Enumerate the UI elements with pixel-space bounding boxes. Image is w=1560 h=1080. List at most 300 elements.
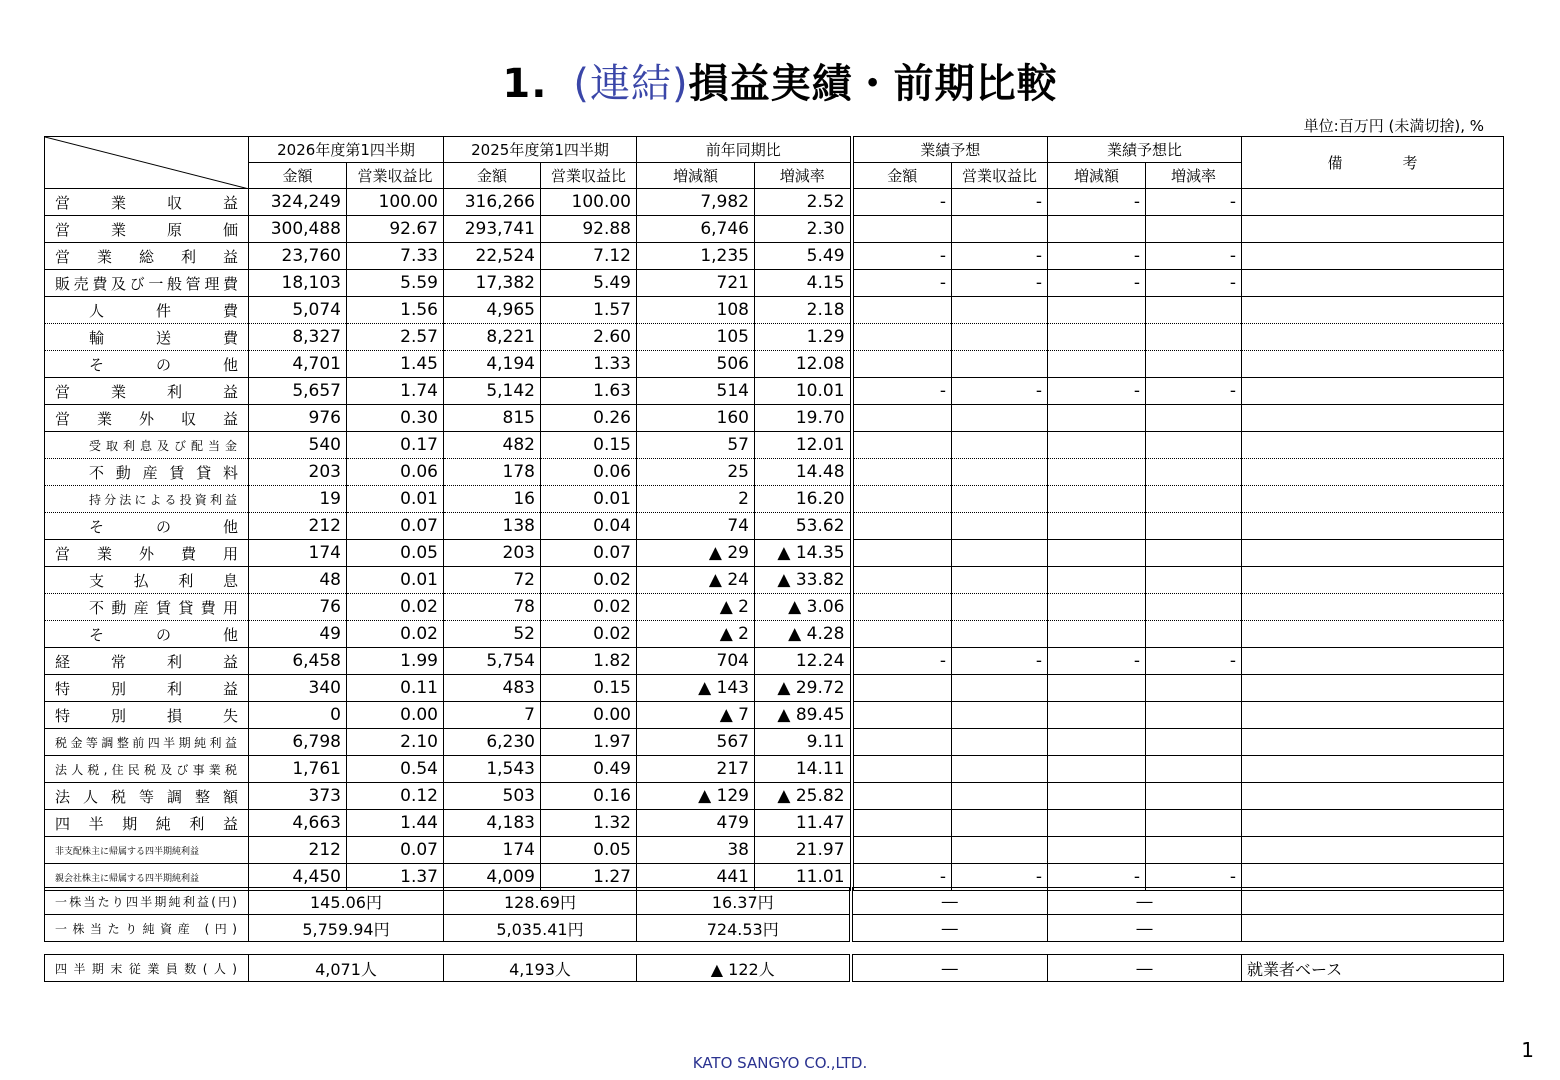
table-row bbox=[45, 540, 1504, 567]
cell-yoy-rate: ▲ 14.35 bbox=[755, 540, 852, 567]
cell-prior-ratio: 1.82 bbox=[541, 648, 637, 675]
cell-forecast: ― bbox=[851, 888, 1048, 915]
table-row bbox=[45, 432, 1504, 459]
row-label: 営業外収益 bbox=[45, 405, 249, 432]
cell-remarks bbox=[1242, 729, 1504, 756]
subheader-ratio: 営業収益比 bbox=[347, 163, 444, 189]
cell-forecast-ratio: - bbox=[952, 648, 1048, 675]
cell-yoy-diff: 441 bbox=[637, 864, 755, 891]
cell-current-amount: 6,798 bbox=[249, 729, 347, 756]
cell-current-amount: 76 bbox=[249, 594, 347, 621]
cell-forecast-rate bbox=[1146, 324, 1242, 351]
cell-yoy-diff: 217 bbox=[637, 756, 755, 783]
table-row bbox=[45, 216, 1504, 243]
subheader-ratio: 営業収益比 bbox=[541, 163, 637, 189]
row-label: 受取利息及び配当金 bbox=[45, 432, 249, 459]
cell-diff: 16.37円 bbox=[637, 888, 851, 915]
cell-forecast-diff bbox=[1048, 459, 1146, 486]
cell-prior-ratio: 0.15 bbox=[541, 432, 637, 459]
cell-current-amount: 4,663 bbox=[249, 810, 347, 837]
row-label: 一株当たり四半期純利益(円) bbox=[45, 888, 249, 915]
cell-current-ratio: 2.57 bbox=[347, 324, 444, 351]
cell-prior-amount: 503 bbox=[444, 783, 541, 810]
cell-forecast-diff bbox=[1048, 702, 1146, 729]
cell-forecast-ratio bbox=[952, 540, 1048, 567]
cell-current-amount: 4,450 bbox=[249, 864, 347, 891]
cell-remarks bbox=[1242, 513, 1504, 540]
cell-forecast-rate bbox=[1146, 459, 1242, 486]
header-remarks: 備 考 bbox=[1242, 137, 1504, 189]
cell-forecast-amount: - bbox=[852, 648, 952, 675]
cell-prior: 4,193人 bbox=[444, 955, 637, 982]
cell-remarks bbox=[1242, 702, 1504, 729]
cell-current-ratio: 1.37 bbox=[347, 864, 444, 891]
row-label: 営業外費用 bbox=[45, 540, 249, 567]
cell-prior-ratio: 0.15 bbox=[541, 675, 637, 702]
cell-forecast-amount: - bbox=[852, 189, 952, 216]
cell-yoy-rate: 2.18 bbox=[755, 297, 852, 324]
cell-forecast-ratio: - bbox=[952, 864, 1048, 891]
cell-current-amount: 212 bbox=[249, 837, 347, 864]
cell-current-ratio: 0.17 bbox=[347, 432, 444, 459]
cell-yoy-diff: 7,982 bbox=[637, 189, 755, 216]
cell-current-ratio: 0.30 bbox=[347, 405, 444, 432]
table-row bbox=[45, 621, 1504, 648]
cell-remarks bbox=[1242, 486, 1504, 513]
cell-forecast-ratio bbox=[952, 621, 1048, 648]
table-row bbox=[45, 513, 1504, 540]
table-row bbox=[45, 189, 1504, 216]
cell-current-ratio: 1.56 bbox=[347, 297, 444, 324]
cell-forecast-ratio bbox=[952, 783, 1048, 810]
table-row bbox=[45, 324, 1504, 351]
cell-forecast-diff: - bbox=[1048, 243, 1146, 270]
cell-diff: ▲ 122人 bbox=[637, 955, 851, 982]
cell-forecast-ratio: - bbox=[952, 243, 1048, 270]
cell-current-amount: 212 bbox=[249, 513, 347, 540]
cell-forecast-compare: ― bbox=[1048, 888, 1242, 915]
cell-prior-ratio: 100.00 bbox=[541, 189, 637, 216]
cell-yoy-rate: ▲ 4.28 bbox=[755, 621, 852, 648]
cell-forecast-diff bbox=[1048, 432, 1146, 459]
cell-forecast-diff bbox=[1048, 540, 1146, 567]
cell-forecast-ratio bbox=[952, 351, 1048, 378]
cell-forecast-rate: - bbox=[1146, 648, 1242, 675]
cell-current-ratio: 0.01 bbox=[347, 567, 444, 594]
cell-current-ratio: 0.02 bbox=[347, 621, 444, 648]
cell-yoy-rate: 5.49 bbox=[755, 243, 852, 270]
cell-prior-amount: 7 bbox=[444, 702, 541, 729]
cell-forecast-rate bbox=[1146, 432, 1242, 459]
cell-prior-ratio: 0.16 bbox=[541, 783, 637, 810]
cell-forecast-rate: - bbox=[1146, 378, 1242, 405]
cell-current-ratio: 0.07 bbox=[347, 513, 444, 540]
cell-forecast-diff bbox=[1048, 810, 1146, 837]
row-label: その他 bbox=[45, 351, 249, 378]
cell-current-ratio: 0.07 bbox=[347, 837, 444, 864]
cell-forecast-diff bbox=[1048, 405, 1146, 432]
table-row bbox=[45, 351, 1504, 378]
cell-prior-amount: 174 bbox=[444, 837, 541, 864]
cell-prior-amount: 815 bbox=[444, 405, 541, 432]
cell-remarks bbox=[1242, 540, 1504, 567]
cell-prior: 128.69円 bbox=[444, 888, 637, 915]
row-label: 一株当たり純資産 (円) bbox=[45, 915, 249, 942]
cell-current-amount: 8,327 bbox=[249, 324, 347, 351]
cell-forecast-rate bbox=[1146, 729, 1242, 756]
cell-forecast-diff bbox=[1048, 567, 1146, 594]
cell-current-amount: 340 bbox=[249, 675, 347, 702]
cell-yoy-rate: 11.01 bbox=[755, 864, 852, 891]
row-label: 法人税等調整額 bbox=[45, 783, 249, 810]
cell-forecast: ― bbox=[851, 955, 1048, 982]
cell-yoy-rate: 14.48 bbox=[755, 459, 852, 486]
title-consolidated: (連結) bbox=[573, 61, 689, 107]
cell-yoy-diff: 2 bbox=[637, 486, 755, 513]
cell-yoy-diff: ▲ 24 bbox=[637, 567, 755, 594]
cell-prior-amount: 52 bbox=[444, 621, 541, 648]
cell-prior-amount: 4,009 bbox=[444, 864, 541, 891]
per-share-row bbox=[45, 915, 1504, 942]
cell-current-amount: 1,761 bbox=[249, 756, 347, 783]
cell-yoy-diff: 57 bbox=[637, 432, 755, 459]
cell-yoy-diff: ▲ 29 bbox=[637, 540, 755, 567]
cell-remarks bbox=[1242, 888, 1504, 915]
cell-forecast-ratio bbox=[952, 702, 1048, 729]
cell-prior-amount: 483 bbox=[444, 675, 541, 702]
cell-current-amount: 49 bbox=[249, 621, 347, 648]
cell-remarks bbox=[1242, 810, 1504, 837]
cell-yoy-diff: 506 bbox=[637, 351, 755, 378]
cell-forecast-rate bbox=[1146, 567, 1242, 594]
cell-yoy-rate: 2.30 bbox=[755, 216, 852, 243]
table-row bbox=[45, 378, 1504, 405]
header-current-period: 2026年度第1四半期 bbox=[249, 137, 444, 163]
row-label: 非支配株主に帰属する四半期純利益 bbox=[45, 837, 249, 864]
cell-remarks bbox=[1242, 675, 1504, 702]
cell-forecast-diff bbox=[1048, 216, 1146, 243]
cell-forecast-rate bbox=[1146, 513, 1242, 540]
table-row bbox=[45, 405, 1504, 432]
cell-prior-ratio: 1.57 bbox=[541, 297, 637, 324]
cell-yoy-rate: 1.29 bbox=[755, 324, 852, 351]
cell-yoy-diff: 38 bbox=[637, 837, 755, 864]
cell-forecast-rate bbox=[1146, 540, 1242, 567]
cell-yoy-rate: ▲ 33.82 bbox=[755, 567, 852, 594]
cell-yoy-rate: 16.20 bbox=[755, 486, 852, 513]
subheader-ratio: 営業収益比 bbox=[952, 163, 1048, 189]
cell-prior-amount: 482 bbox=[444, 432, 541, 459]
cell-prior-ratio: 92.88 bbox=[541, 216, 637, 243]
cell-prior-ratio: 0.05 bbox=[541, 837, 637, 864]
cell-forecast-ratio bbox=[952, 459, 1048, 486]
cell-forecast-amount bbox=[852, 216, 952, 243]
cell-prior-amount: 17,382 bbox=[444, 270, 541, 297]
cell-forecast-rate bbox=[1146, 756, 1242, 783]
cell-current-ratio: 1.45 bbox=[347, 351, 444, 378]
row-label: 不動産賃貸料 bbox=[45, 459, 249, 486]
cell-remarks bbox=[1242, 351, 1504, 378]
header-yoy: 前年同期比 bbox=[637, 137, 852, 163]
cell-forecast-ratio bbox=[952, 729, 1048, 756]
cell-remarks bbox=[1242, 216, 1504, 243]
cell-current-amount: 0 bbox=[249, 702, 347, 729]
cell-forecast-ratio bbox=[952, 675, 1048, 702]
cell-remarks bbox=[1242, 621, 1504, 648]
cell-forecast-rate bbox=[1146, 351, 1242, 378]
cell-current-amount: 203 bbox=[249, 459, 347, 486]
table-row bbox=[45, 783, 1504, 810]
row-label: 経常利益 bbox=[45, 648, 249, 675]
cell-current-amount: 18,103 bbox=[249, 270, 347, 297]
cell-yoy-diff: 1,235 bbox=[637, 243, 755, 270]
table-row bbox=[45, 270, 1504, 297]
cell-prior-amount: 8,221 bbox=[444, 324, 541, 351]
row-label: 人件費 bbox=[45, 297, 249, 324]
table-row bbox=[45, 675, 1504, 702]
cell-prior-amount: 178 bbox=[444, 459, 541, 486]
cell-forecast-amount bbox=[852, 432, 952, 459]
cell-yoy-rate: ▲ 89.45 bbox=[755, 702, 852, 729]
cell-current-ratio: 0.02 bbox=[347, 594, 444, 621]
cell-current-ratio: 1.99 bbox=[347, 648, 444, 675]
cell-forecast-diff bbox=[1048, 783, 1146, 810]
row-label: その他 bbox=[45, 621, 249, 648]
cell-yoy-diff: 105 bbox=[637, 324, 755, 351]
cell-remarks bbox=[1242, 648, 1504, 675]
cell-prior-ratio: 0.07 bbox=[541, 540, 637, 567]
cell-current-amount: 300,488 bbox=[249, 216, 347, 243]
title-main: 損益実績・前期比較 bbox=[688, 61, 1058, 107]
cell-remarks bbox=[1242, 243, 1504, 270]
cell-prior-amount: 5,142 bbox=[444, 378, 541, 405]
cell-prior-ratio: 7.12 bbox=[541, 243, 637, 270]
header-forecast: 業績予想 bbox=[852, 137, 1048, 163]
cell-forecast-diff: - bbox=[1048, 648, 1146, 675]
cell-remarks bbox=[1242, 837, 1504, 864]
cell-forecast-ratio bbox=[952, 837, 1048, 864]
cell-yoy-diff: 74 bbox=[637, 513, 755, 540]
cell-forecast-rate bbox=[1146, 837, 1242, 864]
cell-forecast-amount bbox=[852, 567, 952, 594]
cell-remarks bbox=[1242, 432, 1504, 459]
cell-forecast-amount: - bbox=[852, 378, 952, 405]
cell-yoy-rate: 12.01 bbox=[755, 432, 852, 459]
cell-prior-amount: 4,194 bbox=[444, 351, 541, 378]
cell-yoy-rate: 11.47 bbox=[755, 810, 852, 837]
cell-current-ratio: 1.74 bbox=[347, 378, 444, 405]
cell-prior-ratio: 5.49 bbox=[541, 270, 637, 297]
cell-forecast-amount bbox=[852, 405, 952, 432]
cell-diff: 724.53円 bbox=[637, 915, 851, 942]
cell-forecast-ratio bbox=[952, 432, 1048, 459]
cell-forecast-ratio bbox=[952, 756, 1048, 783]
subheader-diff: 増減額 bbox=[637, 163, 755, 189]
cell-forecast-diff: - bbox=[1048, 270, 1146, 297]
cell-current-amount: 4,701 bbox=[249, 351, 347, 378]
cell-forecast-amount bbox=[852, 675, 952, 702]
cell-forecast-amount bbox=[852, 702, 952, 729]
row-label: 四半期末従業員数(人) bbox=[45, 955, 249, 982]
cell-yoy-diff: 479 bbox=[637, 810, 755, 837]
cell-prior-ratio: 0.02 bbox=[541, 567, 637, 594]
cell-remarks: 就業者ベース bbox=[1242, 955, 1504, 982]
cell-forecast-rate bbox=[1146, 486, 1242, 513]
employees-table bbox=[44, 954, 1504, 982]
cell-current-amount: 324,249 bbox=[249, 189, 347, 216]
cell-prior-ratio: 2.60 bbox=[541, 324, 637, 351]
cell-yoy-rate: 19.70 bbox=[755, 405, 852, 432]
cell-forecast-amount: - bbox=[852, 270, 952, 297]
cell-prior-ratio: 0.00 bbox=[541, 702, 637, 729]
employees-row bbox=[45, 955, 1504, 982]
unit-note: 単位:百万円 (未満切捨), % bbox=[1303, 117, 1484, 135]
cell-forecast-rate: - bbox=[1146, 864, 1242, 891]
cell-forecast-rate: - bbox=[1146, 270, 1242, 297]
cell-remarks bbox=[1242, 756, 1504, 783]
table-row bbox=[45, 648, 1504, 675]
row-label: 支払利息 bbox=[45, 567, 249, 594]
cell-prior-amount: 4,965 bbox=[444, 297, 541, 324]
cell-prior-amount: 316,266 bbox=[444, 189, 541, 216]
cell-yoy-rate: ▲ 25.82 bbox=[755, 783, 852, 810]
cell-forecast-diff bbox=[1048, 324, 1146, 351]
cell-current-ratio: 0.12 bbox=[347, 783, 444, 810]
cell-forecast-compare: ― bbox=[1048, 915, 1242, 942]
cell-forecast-amount bbox=[852, 513, 952, 540]
cell-yoy-diff: 25 bbox=[637, 459, 755, 486]
cell-forecast-ratio: - bbox=[952, 378, 1048, 405]
cell-forecast-ratio: - bbox=[952, 189, 1048, 216]
cell-yoy-diff: ▲ 143 bbox=[637, 675, 755, 702]
cell-prior-amount: 203 bbox=[444, 540, 541, 567]
cell-current: 5,759.94円 bbox=[249, 915, 444, 942]
cell-prior-amount: 6,230 bbox=[444, 729, 541, 756]
cell-forecast-diff bbox=[1048, 837, 1146, 864]
cell-forecast: ― bbox=[851, 915, 1048, 942]
cell-forecast-diff: - bbox=[1048, 864, 1146, 891]
table-row bbox=[45, 810, 1504, 837]
cell-forecast-amount bbox=[852, 297, 952, 324]
cell-current-ratio: 0.00 bbox=[347, 702, 444, 729]
cell-remarks bbox=[1242, 297, 1504, 324]
cell-yoy-rate: ▲ 29.72 bbox=[755, 675, 852, 702]
cell-forecast-rate bbox=[1146, 216, 1242, 243]
table-row bbox=[45, 297, 1504, 324]
cell-prior-amount: 78 bbox=[444, 594, 541, 621]
cell-remarks bbox=[1242, 567, 1504, 594]
cell-remarks bbox=[1242, 405, 1504, 432]
page-number: 1 bbox=[1521, 1038, 1534, 1062]
cell-forecast-compare: ― bbox=[1048, 955, 1242, 982]
cell-prior-amount: 72 bbox=[444, 567, 541, 594]
cell-forecast-ratio: - bbox=[952, 270, 1048, 297]
income-statement-table bbox=[44, 136, 1504, 891]
cell-prior-ratio: 0.06 bbox=[541, 459, 637, 486]
cell-remarks bbox=[1242, 915, 1504, 942]
cell-prior-ratio: 1.63 bbox=[541, 378, 637, 405]
cell-forecast-amount bbox=[852, 540, 952, 567]
cell-prior-amount: 138 bbox=[444, 513, 541, 540]
cell-yoy-rate: 12.24 bbox=[755, 648, 852, 675]
cell-current-amount: 5,074 bbox=[249, 297, 347, 324]
row-label: 輸送費 bbox=[45, 324, 249, 351]
cell-yoy-diff: ▲ 7 bbox=[637, 702, 755, 729]
cell-yoy-diff: 721 bbox=[637, 270, 755, 297]
cell-current: 145.06円 bbox=[249, 888, 444, 915]
cell-yoy-rate: ▲ 3.06 bbox=[755, 594, 852, 621]
subheader-amount: 金額 bbox=[852, 163, 952, 189]
cell-forecast-ratio bbox=[952, 486, 1048, 513]
cell-current-ratio: 92.67 bbox=[347, 216, 444, 243]
cell-remarks bbox=[1242, 459, 1504, 486]
row-label: 税金等調整前四半期純利益 bbox=[45, 729, 249, 756]
cell-forecast-rate: - bbox=[1146, 243, 1242, 270]
cell-yoy-diff: 567 bbox=[637, 729, 755, 756]
table-row bbox=[45, 486, 1504, 513]
cell-yoy-rate: 21.97 bbox=[755, 837, 852, 864]
row-label: 営業利益 bbox=[45, 378, 249, 405]
cell-prior-ratio: 0.26 bbox=[541, 405, 637, 432]
cell-forecast-rate: - bbox=[1146, 189, 1242, 216]
cell-current-amount: 23,760 bbox=[249, 243, 347, 270]
cell-yoy-diff: ▲ 2 bbox=[637, 594, 755, 621]
cell-forecast-rate bbox=[1146, 675, 1242, 702]
cell-forecast-amount: - bbox=[852, 243, 952, 270]
cell-forecast-amount bbox=[852, 351, 952, 378]
cell-prior-ratio: 0.49 bbox=[541, 756, 637, 783]
cell-current-amount: 19 bbox=[249, 486, 347, 513]
cell-prior-amount: 1,543 bbox=[444, 756, 541, 783]
cell-remarks bbox=[1242, 783, 1504, 810]
cell-prior-ratio: 1.27 bbox=[541, 864, 637, 891]
cell-forecast-ratio bbox=[952, 324, 1048, 351]
cell-prior-ratio: 0.02 bbox=[541, 621, 637, 648]
cell-yoy-rate: 53.62 bbox=[755, 513, 852, 540]
cell-forecast-diff bbox=[1048, 513, 1146, 540]
cell-forecast-ratio bbox=[952, 810, 1048, 837]
subheader-amount: 金額 bbox=[444, 163, 541, 189]
cell-forecast-amount bbox=[852, 729, 952, 756]
cell-forecast-diff: - bbox=[1048, 378, 1146, 405]
cell-forecast-diff bbox=[1048, 486, 1146, 513]
cell-current-ratio: 0.54 bbox=[347, 756, 444, 783]
cell-forecast-amount: - bbox=[852, 864, 952, 891]
cell-prior-ratio: 0.01 bbox=[541, 486, 637, 513]
cell-yoy-diff: 160 bbox=[637, 405, 755, 432]
cell-current-ratio: 0.01 bbox=[347, 486, 444, 513]
cell-current-ratio: 7.33 bbox=[347, 243, 444, 270]
cell-current-ratio: 0.05 bbox=[347, 540, 444, 567]
cell-current-amount: 6,458 bbox=[249, 648, 347, 675]
cell-forecast-diff: - bbox=[1048, 189, 1146, 216]
cell-forecast-rate bbox=[1146, 594, 1242, 621]
cell-forecast-amount bbox=[852, 594, 952, 621]
subheader-rate: 増減率 bbox=[755, 163, 852, 189]
per-share-table bbox=[44, 887, 1504, 942]
row-label: 四半期純利益 bbox=[45, 810, 249, 837]
cell-yoy-rate: 2.52 bbox=[755, 189, 852, 216]
cell-prior: 5,035.41円 bbox=[444, 915, 637, 942]
cell-current-ratio: 1.44 bbox=[347, 810, 444, 837]
cell-forecast-rate bbox=[1146, 702, 1242, 729]
cell-current-ratio: 100.00 bbox=[347, 189, 444, 216]
row-label: 営業収益 bbox=[45, 189, 249, 216]
cell-forecast-amount bbox=[852, 837, 952, 864]
cell-yoy-diff: 704 bbox=[637, 648, 755, 675]
row-label: 営業総利益 bbox=[45, 243, 249, 270]
cell-prior-amount: 5,754 bbox=[444, 648, 541, 675]
